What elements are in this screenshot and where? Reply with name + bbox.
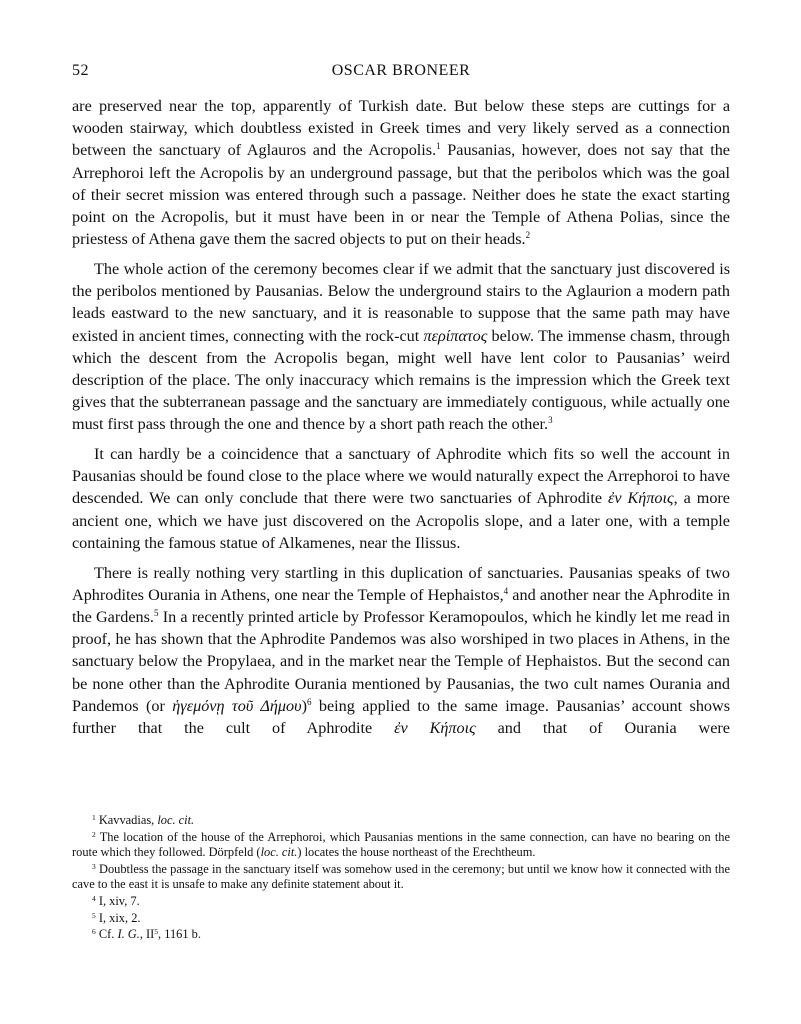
footnote-5 [72,911,730,926]
greek-term: ἐν Κήποις [607,489,674,508]
text-run: In a recently printed article by Professor Keramopoulos, which he kindly let me read in proof, he has shown that the Aphrodite Pandemos was also worshiped in two places in Athens, in the sanctuary below the Propylaea, and in the market near the Temple of Hephaistos. But the second can be none other than the Aphrodite Ourania mentioned by Pausanias, the two cult names Ourania and Pandemos (or [72,607,730,715]
text-run: Pausanias, however, does not say that the Arrephoroi left the Acropolis by an underground passage, but that the peribolos which was the goal of their secret mission was entered through such a passage. Neither does he state the exact starting point on the Acropolis, but it must have been in or near the Temple of Athena Polias, since the priestess of Athena gave them the sacred objects to put on their heads. [72,141,730,249]
running-header [72,62,730,84]
footnote-text: , II [139,927,155,942]
paragraph-2 [72,258,730,436]
footnote-ref: 6 [306,696,312,707]
footnote-text: Doubtless the passage in the sanctuary itself was somehow used in the ceremony; but until we know how it connected with the cave to the east it is unsafe to make any definite statement about it. [72,861,730,891]
text-run: The whole action of the ceremony becomes clear if we admit that the sanctuary just discovered is the peribolos mentioned by Pausanias. Below the underground stairs to the Aglaurion a modern path leads eastward to the new sanctuary, and it is reasonable to suppose that the same path may have existed in ancient times, connecting with the rock-cut [72,259,730,345]
paragraph-1 [72,95,730,250]
footnote-number: 4 [92,893,96,903]
footnote-text: The location of the house of the Arrephoroi, which Pausanias mentions in the same connection, can have no bearing on the route which they followed. Dörpfeld ( [72,829,730,859]
footnote-text: , 1161 b. [158,927,201,942]
footnote-text: Kavvadias, [95,813,158,827]
footnote-4 [72,894,730,909]
footnote-text: ) locates the house northeast of the Erechtheum. [297,845,536,859]
footnote-italic: loc. cit. [260,845,298,859]
footnote-ref: 3 [548,415,553,426]
text-run: There is really nothing very startling in this duplication of sanctuaries. Pausanias speaks of two Aphrodites Ourania in Athens, one near the Temple of Hephaistos, [72,563,730,604]
footnote-number: 6 [92,927,96,937]
footnote-number: 1 [92,813,96,822]
text-run: , a more ancient one, which we have just discovered on the Acropolis slope, and a later one, with a temple containing the famous statue of Alkamenes, near the Ilissus. [72,489,730,552]
body-text [72,95,730,747]
text-run: and another near the Aphrodite in the Gardens. [72,585,730,626]
footnote-number: 3 [92,861,96,871]
text-run: and that of Ourania were [475,718,730,737]
footnotes [72,813,730,944]
text-run: being applied to the same image. Pausanias’ account shows further that the cult of Aphrodite [72,696,730,737]
greek-term: περίπατος [423,326,488,345]
footnote-ref: 4 [503,585,509,596]
footnote-ref: 5 [153,607,159,618]
footnote-1 [72,813,730,828]
footnote-6 [72,927,730,942]
footnote-italic: loc. cit. [157,813,195,827]
footnote-ref: 2 [525,230,531,241]
footnote-ref: 1 [436,141,441,152]
greek-term: ἡγεμόνῃ τοῦ Δήμου [172,696,302,715]
paragraph-3 [72,443,730,554]
page-number: 52 [72,62,89,79]
footnote-2 [72,830,730,860]
footnote-text: Cf. [95,927,118,942]
running-title: OSCAR BRONEER [331,62,471,79]
footnote-number: 2 [92,829,96,839]
text-run: It can hardly be a coincidence that a sanctuary of Aphrodite which fits so well the account in Pausanias should be found close to the place where we would naturally expect the Arrephoroi to have descended. We can only conclude that there were two sanctuaries of Aphrodite [72,445,730,508]
text-run: are preserved near the top, apparently of Turkish date. But below these steps are cuttings for a wooden stairway, which doubtless existed in Greek times and very likely served as a connection between the sanctuary of Aglauros and the Acropolis. [72,97,730,160]
text-run: below. The immense chasm, through which the descent from the Acropolis began, might well have lent color to Pausanias’ weird description of the place. The only inaccuracy which remains is the impression which the Greek text gives that the subterranean passage and the sanctuary are immediately contiguous, while actually one must first pass through the one and thence by a short path reach the other. [72,326,730,434]
paragraph-4 [72,562,730,740]
text-run: ) [301,696,307,715]
footnote-italic: I. G. [117,927,140,942]
footnote-number: 5 [92,910,96,920]
footnote-superscript: 5 [154,927,159,937]
footnote-text: I, xiv, 7. [95,893,140,908]
greek-term: ἐν Κήποις [394,718,476,737]
footnote-3 [72,862,730,892]
footnote-text: I, xix, 2. [95,910,141,925]
